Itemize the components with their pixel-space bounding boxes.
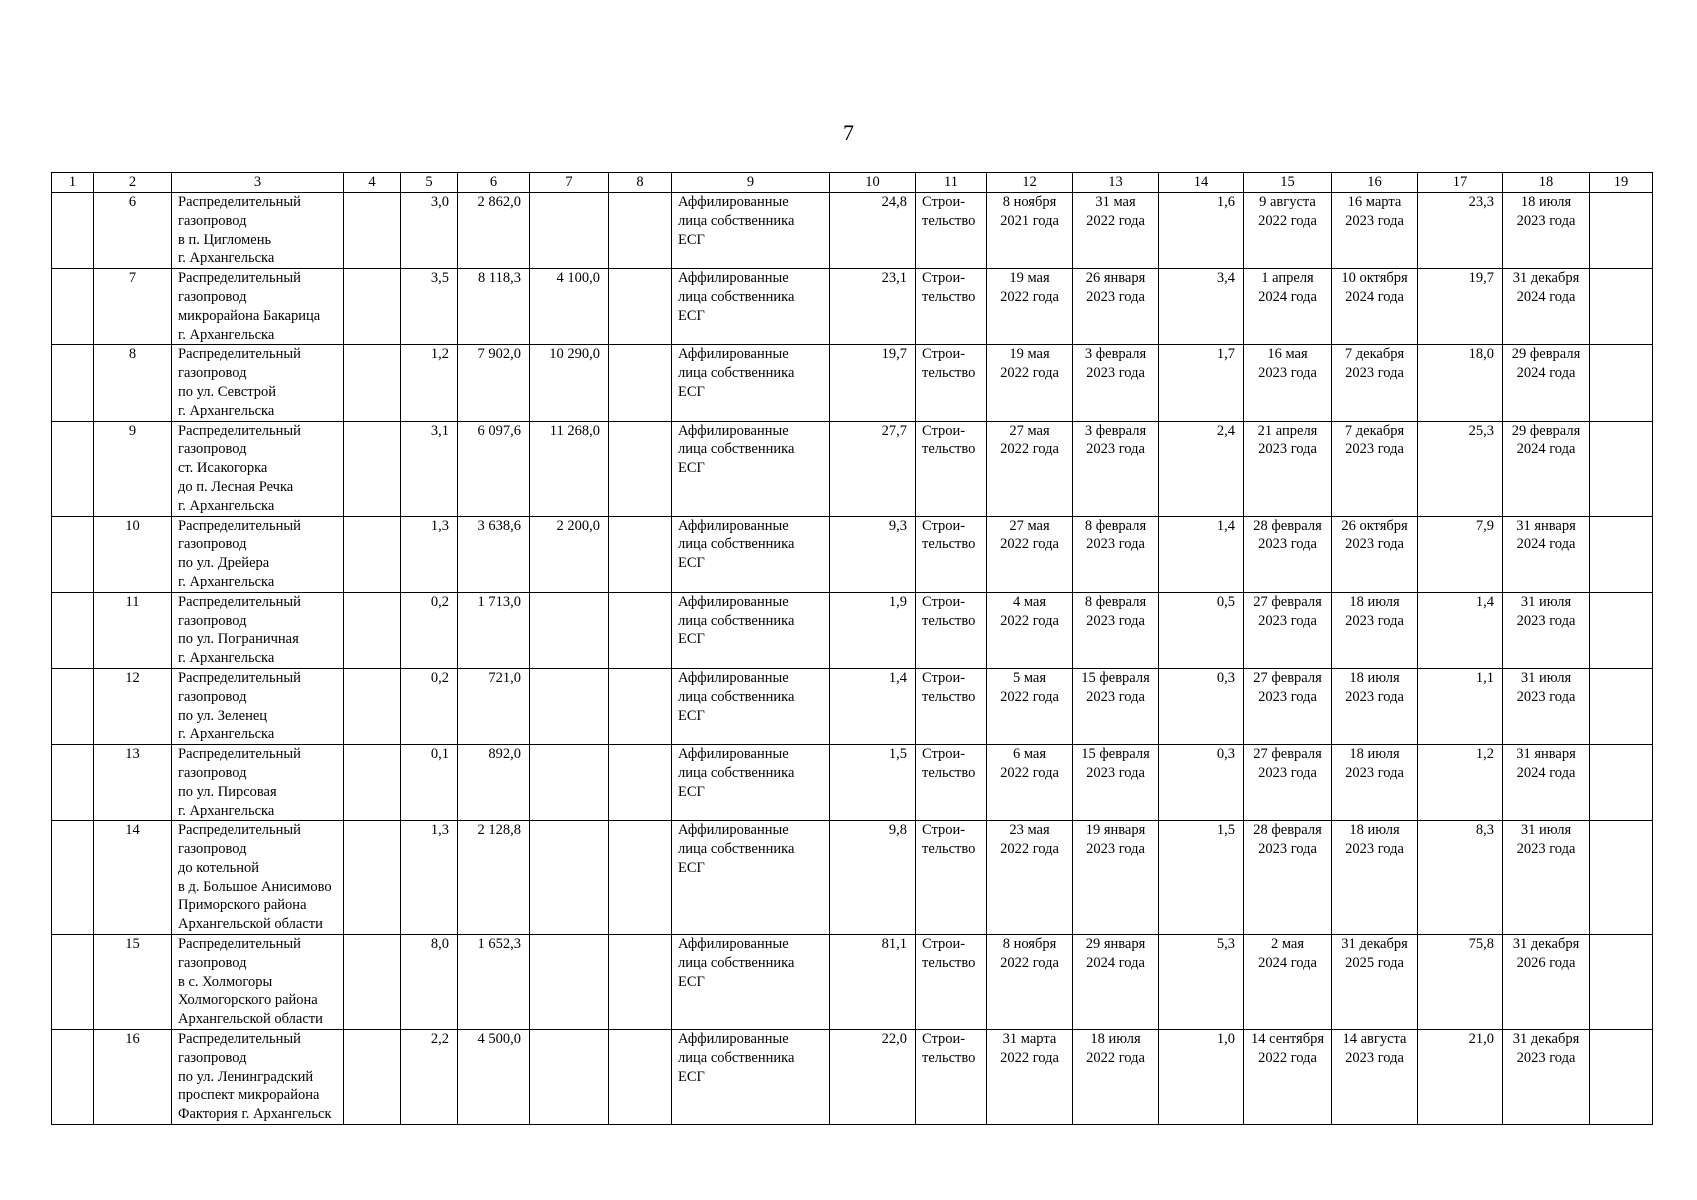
col1-cell bbox=[52, 1030, 94, 1125]
col6-value-cell: 2 128,8 bbox=[458, 821, 530, 935]
date-cell: 10 октября 2024 года bbox=[1332, 269, 1418, 345]
column-number: 13 bbox=[1073, 173, 1159, 193]
col7-value-cell bbox=[530, 668, 609, 744]
column-number: 8 bbox=[609, 173, 672, 193]
date-cell: 31 марта 2022 года bbox=[987, 1030, 1073, 1125]
date-cell: 8 ноября 2022 года bbox=[987, 935, 1073, 1030]
work-type-cell: Строи- тельство bbox=[916, 592, 987, 668]
col17-value-cell: 7,9 bbox=[1418, 516, 1503, 592]
work-type-cell: Строи- тельство bbox=[916, 193, 987, 269]
col14-value-cell: 2,4 bbox=[1159, 421, 1244, 516]
col7-value-cell bbox=[530, 821, 609, 935]
col17-value-cell: 18,0 bbox=[1418, 345, 1503, 421]
object-name-cell: Распределительный газопровод по ул. Пограничная г. Архангельска bbox=[172, 592, 344, 668]
col1-cell bbox=[52, 935, 94, 1030]
owner-cell: Аффилированные лица собственника ЕСГ bbox=[672, 821, 830, 935]
col14-value-cell: 0,5 bbox=[1159, 592, 1244, 668]
col8-cell bbox=[609, 269, 672, 345]
row-number-cell: 11 bbox=[94, 592, 172, 668]
col4-cell bbox=[344, 516, 401, 592]
date-cell: 27 февраля 2023 года bbox=[1244, 668, 1332, 744]
col10-value-cell: 1,5 bbox=[830, 745, 916, 821]
object-name-cell: Распределительный газопровод микрорайона Бакарица г. Архангельска bbox=[172, 269, 344, 345]
object-name-cell: Распределительный газопровод по ул. Пирсовая г. Архангельска bbox=[172, 745, 344, 821]
owner-cell: Аффилированные лица собственника ЕСГ bbox=[672, 1030, 830, 1125]
owner-cell: Аффилированные лица собственника ЕСГ bbox=[672, 345, 830, 421]
column-number: 15 bbox=[1244, 173, 1332, 193]
object-name-cell: Распределительный газопровод по ул. Дрейера г. Архангельска bbox=[172, 516, 344, 592]
col7-value-cell bbox=[530, 592, 609, 668]
date-cell: 2 мая 2024 года bbox=[1244, 935, 1332, 1030]
table-row bbox=[52, 1030, 1653, 1125]
date-cell: 27 февраля 2023 года bbox=[1244, 592, 1332, 668]
col19-cell bbox=[1590, 516, 1653, 592]
col6-value-cell: 1 652,3 bbox=[458, 935, 530, 1030]
table-body bbox=[52, 193, 1653, 1125]
col8-cell bbox=[609, 193, 672, 269]
col19-cell bbox=[1590, 193, 1653, 269]
date-cell: 21 апреля 2023 года bbox=[1244, 421, 1332, 516]
col17-value-cell: 21,0 bbox=[1418, 1030, 1503, 1125]
col6-value-cell: 1 713,0 bbox=[458, 592, 530, 668]
object-name-cell: Распределительный газопровод в п. Цигломень г. Архангельска bbox=[172, 193, 344, 269]
col10-value-cell: 24,8 bbox=[830, 193, 916, 269]
date-cell: 6 мая 2022 года bbox=[987, 745, 1073, 821]
col17-value-cell: 19,7 bbox=[1418, 269, 1503, 345]
date-cell: 16 мая 2023 года bbox=[1244, 345, 1332, 421]
date-cell: 9 августа 2022 года bbox=[1244, 193, 1332, 269]
col4-cell bbox=[344, 193, 401, 269]
object-name-cell: Распределительный газопровод до котельной в д. Большое Анисимово Приморского района Архангельской области bbox=[172, 821, 344, 935]
date-cell: 8 ноября 2021 года bbox=[987, 193, 1073, 269]
col6-value-cell: 3 638,6 bbox=[458, 516, 530, 592]
col17-value-cell: 8,3 bbox=[1418, 821, 1503, 935]
col10-value-cell: 1,9 bbox=[830, 592, 916, 668]
column-number: 5 bbox=[401, 173, 458, 193]
col10-value-cell: 22,0 bbox=[830, 1030, 916, 1125]
col1-cell bbox=[52, 745, 94, 821]
date-cell: 7 декабря 2023 года bbox=[1332, 421, 1418, 516]
date-cell: 27 мая 2022 года bbox=[987, 516, 1073, 592]
col8-cell bbox=[609, 745, 672, 821]
col8-cell bbox=[609, 421, 672, 516]
col1-cell bbox=[52, 668, 94, 744]
col14-value-cell: 1,0 bbox=[1159, 1030, 1244, 1125]
col8-cell bbox=[609, 516, 672, 592]
col6-value-cell: 721,0 bbox=[458, 668, 530, 744]
col1-cell bbox=[52, 821, 94, 935]
date-cell: 14 сентября 2022 года bbox=[1244, 1030, 1332, 1125]
object-name-cell: Распределительный газопровод по ул. Севстрой г. Архангельска bbox=[172, 345, 344, 421]
col19-cell bbox=[1590, 269, 1653, 345]
col19-cell bbox=[1590, 1030, 1653, 1125]
col4-cell bbox=[344, 269, 401, 345]
row-number-cell: 14 bbox=[94, 821, 172, 935]
column-number: 6 bbox=[458, 173, 530, 193]
date-cell: 3 февраля 2023 года bbox=[1073, 421, 1159, 516]
length-cell: 3,5 bbox=[401, 269, 458, 345]
date-cell: 18 июля 2022 года bbox=[1073, 1030, 1159, 1125]
date-cell: 28 февраля 2023 года bbox=[1244, 821, 1332, 935]
table-row bbox=[52, 269, 1653, 345]
table-row bbox=[52, 592, 1653, 668]
col17-value-cell: 1,4 bbox=[1418, 592, 1503, 668]
col7-value-cell: 10 290,0 bbox=[530, 345, 609, 421]
date-cell: 31 июля 2023 года bbox=[1503, 592, 1590, 668]
date-cell: 18 июля 2023 года bbox=[1332, 668, 1418, 744]
col8-cell bbox=[609, 935, 672, 1030]
col4-cell bbox=[344, 745, 401, 821]
date-cell: 29 января 2024 года bbox=[1073, 935, 1159, 1030]
col17-value-cell: 1,1 bbox=[1418, 668, 1503, 744]
col4-cell bbox=[344, 345, 401, 421]
column-number: 4 bbox=[344, 173, 401, 193]
date-cell: 31 декабря 2026 года bbox=[1503, 935, 1590, 1030]
length-cell: 1,2 bbox=[401, 345, 458, 421]
date-cell: 28 февраля 2023 года bbox=[1244, 516, 1332, 592]
object-name-cell: Распределительный газопровод по ул. Ленинградский проспект микрорайона Фактория г. Архангельск bbox=[172, 1030, 344, 1125]
col8-cell bbox=[609, 668, 672, 744]
date-cell: 31 декабря 2024 года bbox=[1503, 269, 1590, 345]
date-cell: 29 февраля 2024 года bbox=[1503, 421, 1590, 516]
column-number: 17 bbox=[1418, 173, 1503, 193]
work-type-cell: Строи- тельство bbox=[916, 935, 987, 1030]
col6-value-cell: 8 118,3 bbox=[458, 269, 530, 345]
col4-cell bbox=[344, 668, 401, 744]
col19-cell bbox=[1590, 668, 1653, 744]
page-number: 7 bbox=[843, 120, 854, 145]
work-type-cell: Строи- тельство bbox=[916, 345, 987, 421]
col7-value-cell bbox=[530, 745, 609, 821]
work-type-cell: Строи- тельство bbox=[916, 516, 987, 592]
col6-value-cell: 7 902,0 bbox=[458, 345, 530, 421]
column-number: 2 bbox=[94, 173, 172, 193]
col6-value-cell: 6 097,6 bbox=[458, 421, 530, 516]
column-number: 3 bbox=[172, 173, 344, 193]
column-number: 1 bbox=[52, 173, 94, 193]
col19-cell bbox=[1590, 745, 1653, 821]
date-cell: 31 января 2024 года bbox=[1503, 516, 1590, 592]
row-number-cell: 16 bbox=[94, 1030, 172, 1125]
col10-value-cell: 19,7 bbox=[830, 345, 916, 421]
length-cell: 0,2 bbox=[401, 668, 458, 744]
object-name-cell: Распределительный газопровод по ул. Зеленец г. Архангельска bbox=[172, 668, 344, 744]
row-number-cell: 15 bbox=[94, 935, 172, 1030]
column-number: 9 bbox=[672, 173, 830, 193]
owner-cell: Аффилированные лица собственника ЕСГ bbox=[672, 421, 830, 516]
col14-value-cell: 5,3 bbox=[1159, 935, 1244, 1030]
col10-value-cell: 27,7 bbox=[830, 421, 916, 516]
col8-cell bbox=[609, 345, 672, 421]
date-cell: 8 февраля 2023 года bbox=[1073, 516, 1159, 592]
owner-cell: Аффилированные лица собственника ЕСГ bbox=[672, 745, 830, 821]
work-type-cell: Строи- тельство bbox=[916, 421, 987, 516]
col10-value-cell: 81,1 bbox=[830, 935, 916, 1030]
row-number-cell: 10 bbox=[94, 516, 172, 592]
col14-value-cell: 1,4 bbox=[1159, 516, 1244, 592]
col17-value-cell: 75,8 bbox=[1418, 935, 1503, 1030]
col17-value-cell: 25,3 bbox=[1418, 421, 1503, 516]
date-cell: 26 октября 2023 года bbox=[1332, 516, 1418, 592]
col4-cell bbox=[344, 592, 401, 668]
row-number-cell: 12 bbox=[94, 668, 172, 744]
col10-value-cell: 9,3 bbox=[830, 516, 916, 592]
col19-cell bbox=[1590, 592, 1653, 668]
length-cell: 0,1 bbox=[401, 745, 458, 821]
work-type-cell: Строи- тельство bbox=[916, 745, 987, 821]
date-cell: 14 августа 2023 года bbox=[1332, 1030, 1418, 1125]
row-number-cell: 8 bbox=[94, 345, 172, 421]
date-cell: 31 декабря 2025 года bbox=[1332, 935, 1418, 1030]
date-cell: 18 июля 2023 года bbox=[1332, 745, 1418, 821]
col6-value-cell: 892,0 bbox=[458, 745, 530, 821]
col10-value-cell: 23,1 bbox=[830, 269, 916, 345]
date-cell: 29 февраля 2024 года bbox=[1503, 345, 1590, 421]
col14-value-cell: 1,5 bbox=[1159, 821, 1244, 935]
col10-value-cell: 9,8 bbox=[830, 821, 916, 935]
table-row bbox=[52, 935, 1653, 1030]
col14-value-cell: 0,3 bbox=[1159, 668, 1244, 744]
col7-value-cell: 4 100,0 bbox=[530, 269, 609, 345]
row-number-cell: 13 bbox=[94, 745, 172, 821]
table-row bbox=[52, 193, 1653, 269]
owner-cell: Аффилированные лица собственника ЕСГ bbox=[672, 592, 830, 668]
length-cell: 8,0 bbox=[401, 935, 458, 1030]
date-cell: 27 февраля 2023 года bbox=[1244, 745, 1332, 821]
object-name-cell: Распределительный газопровод в с. Холмогоры Холмогорского района Архангельской области bbox=[172, 935, 344, 1030]
col4-cell bbox=[344, 935, 401, 1030]
col10-value-cell: 1,4 bbox=[830, 668, 916, 744]
column-number: 14 bbox=[1159, 173, 1244, 193]
col8-cell bbox=[609, 821, 672, 935]
table-row bbox=[52, 421, 1653, 516]
date-cell: 19 мая 2022 года bbox=[987, 345, 1073, 421]
row-number-cell: 9 bbox=[94, 421, 172, 516]
row-number-cell: 7 bbox=[94, 269, 172, 345]
column-number: 10 bbox=[830, 173, 916, 193]
date-cell: 19 января 2023 года bbox=[1073, 821, 1159, 935]
col7-value-cell: 2 200,0 bbox=[530, 516, 609, 592]
date-cell: 26 января 2023 года bbox=[1073, 269, 1159, 345]
work-type-cell: Строи- тельство bbox=[916, 269, 987, 345]
col7-value-cell bbox=[530, 1030, 609, 1125]
investment-table bbox=[51, 172, 1653, 1125]
column-number: 16 bbox=[1332, 173, 1418, 193]
date-cell: 18 июля 2023 года bbox=[1503, 193, 1590, 269]
date-cell: 15 февраля 2023 года bbox=[1073, 668, 1159, 744]
date-cell: 15 февраля 2023 года bbox=[1073, 745, 1159, 821]
length-cell: 2,2 bbox=[401, 1030, 458, 1125]
col6-value-cell: 4 500,0 bbox=[458, 1030, 530, 1125]
table-row bbox=[52, 516, 1653, 592]
col7-value-cell: 11 268,0 bbox=[530, 421, 609, 516]
length-cell: 3,1 bbox=[401, 421, 458, 516]
col17-value-cell: 1,2 bbox=[1418, 745, 1503, 821]
date-cell: 27 мая 2022 года bbox=[987, 421, 1073, 516]
table-row bbox=[52, 345, 1653, 421]
column-number-row bbox=[52, 173, 1653, 193]
date-cell: 8 февраля 2023 года bbox=[1073, 592, 1159, 668]
date-cell: 7 декабря 2023 года bbox=[1332, 345, 1418, 421]
column-number: 18 bbox=[1503, 173, 1590, 193]
col19-cell bbox=[1590, 345, 1653, 421]
date-cell: 1 апреля 2024 года bbox=[1244, 269, 1332, 345]
col4-cell bbox=[344, 421, 401, 516]
date-cell: 16 марта 2023 года bbox=[1332, 193, 1418, 269]
length-cell: 0,2 bbox=[401, 592, 458, 668]
work-type-cell: Строи- тельство bbox=[916, 1030, 987, 1125]
date-cell: 31 мая 2022 года bbox=[1073, 193, 1159, 269]
table-row bbox=[52, 821, 1653, 935]
col8-cell bbox=[609, 1030, 672, 1125]
col1-cell bbox=[52, 193, 94, 269]
length-cell: 3,0 bbox=[401, 193, 458, 269]
col19-cell bbox=[1590, 421, 1653, 516]
date-cell: 4 мая 2022 года bbox=[987, 592, 1073, 668]
column-number: 19 bbox=[1590, 173, 1653, 193]
col19-cell bbox=[1590, 821, 1653, 935]
date-cell: 5 мая 2022 года bbox=[987, 668, 1073, 744]
date-cell: 19 мая 2022 года bbox=[987, 269, 1073, 345]
col1-cell bbox=[52, 345, 94, 421]
work-type-cell: Строи- тельство bbox=[916, 668, 987, 744]
column-number: 12 bbox=[987, 173, 1073, 193]
date-cell: 3 февраля 2023 года bbox=[1073, 345, 1159, 421]
col6-value-cell: 2 862,0 bbox=[458, 193, 530, 269]
owner-cell: Аффилированные лица собственника ЕСГ bbox=[672, 269, 830, 345]
length-cell: 1,3 bbox=[401, 821, 458, 935]
date-cell: 31 июля 2023 года bbox=[1503, 821, 1590, 935]
owner-cell: Аффилированные лица собственника ЕСГ bbox=[672, 193, 830, 269]
col14-value-cell: 3,4 bbox=[1159, 269, 1244, 345]
owner-cell: Аффилированные лица собственника ЕСГ bbox=[672, 516, 830, 592]
length-cell: 1,3 bbox=[401, 516, 458, 592]
col1-cell bbox=[52, 421, 94, 516]
col1-cell bbox=[52, 516, 94, 592]
col8-cell bbox=[609, 592, 672, 668]
col7-value-cell bbox=[530, 935, 609, 1030]
work-type-cell: Строи- тельство bbox=[916, 821, 987, 935]
column-number: 7 bbox=[530, 173, 609, 193]
date-cell: 31 июля 2023 года bbox=[1503, 668, 1590, 744]
col4-cell bbox=[344, 1030, 401, 1125]
date-cell: 23 мая 2022 года bbox=[987, 821, 1073, 935]
table-row bbox=[52, 745, 1653, 821]
col17-value-cell: 23,3 bbox=[1418, 193, 1503, 269]
col14-value-cell: 1,7 bbox=[1159, 345, 1244, 421]
col1-cell bbox=[52, 592, 94, 668]
col4-cell bbox=[344, 821, 401, 935]
col1-cell bbox=[52, 269, 94, 345]
object-name-cell: Распределительный газопровод ст. Исакогорка до п. Лесная Речка г. Архангельска bbox=[172, 421, 344, 516]
date-cell: 18 июля 2023 года bbox=[1332, 821, 1418, 935]
table-row bbox=[52, 668, 1653, 744]
row-number-cell: 6 bbox=[94, 193, 172, 269]
col7-value-cell bbox=[530, 193, 609, 269]
owner-cell: Аффилированные лица собственника ЕСГ bbox=[672, 668, 830, 744]
col14-value-cell: 0,3 bbox=[1159, 745, 1244, 821]
col14-value-cell: 1,6 bbox=[1159, 193, 1244, 269]
date-cell: 18 июля 2023 года bbox=[1332, 592, 1418, 668]
date-cell: 31 декабря 2023 года bbox=[1503, 1030, 1590, 1125]
col19-cell bbox=[1590, 935, 1653, 1030]
owner-cell: Аффилированные лица собственника ЕСГ bbox=[672, 935, 830, 1030]
column-number: 11 bbox=[916, 173, 987, 193]
date-cell: 31 января 2024 года bbox=[1503, 745, 1590, 821]
